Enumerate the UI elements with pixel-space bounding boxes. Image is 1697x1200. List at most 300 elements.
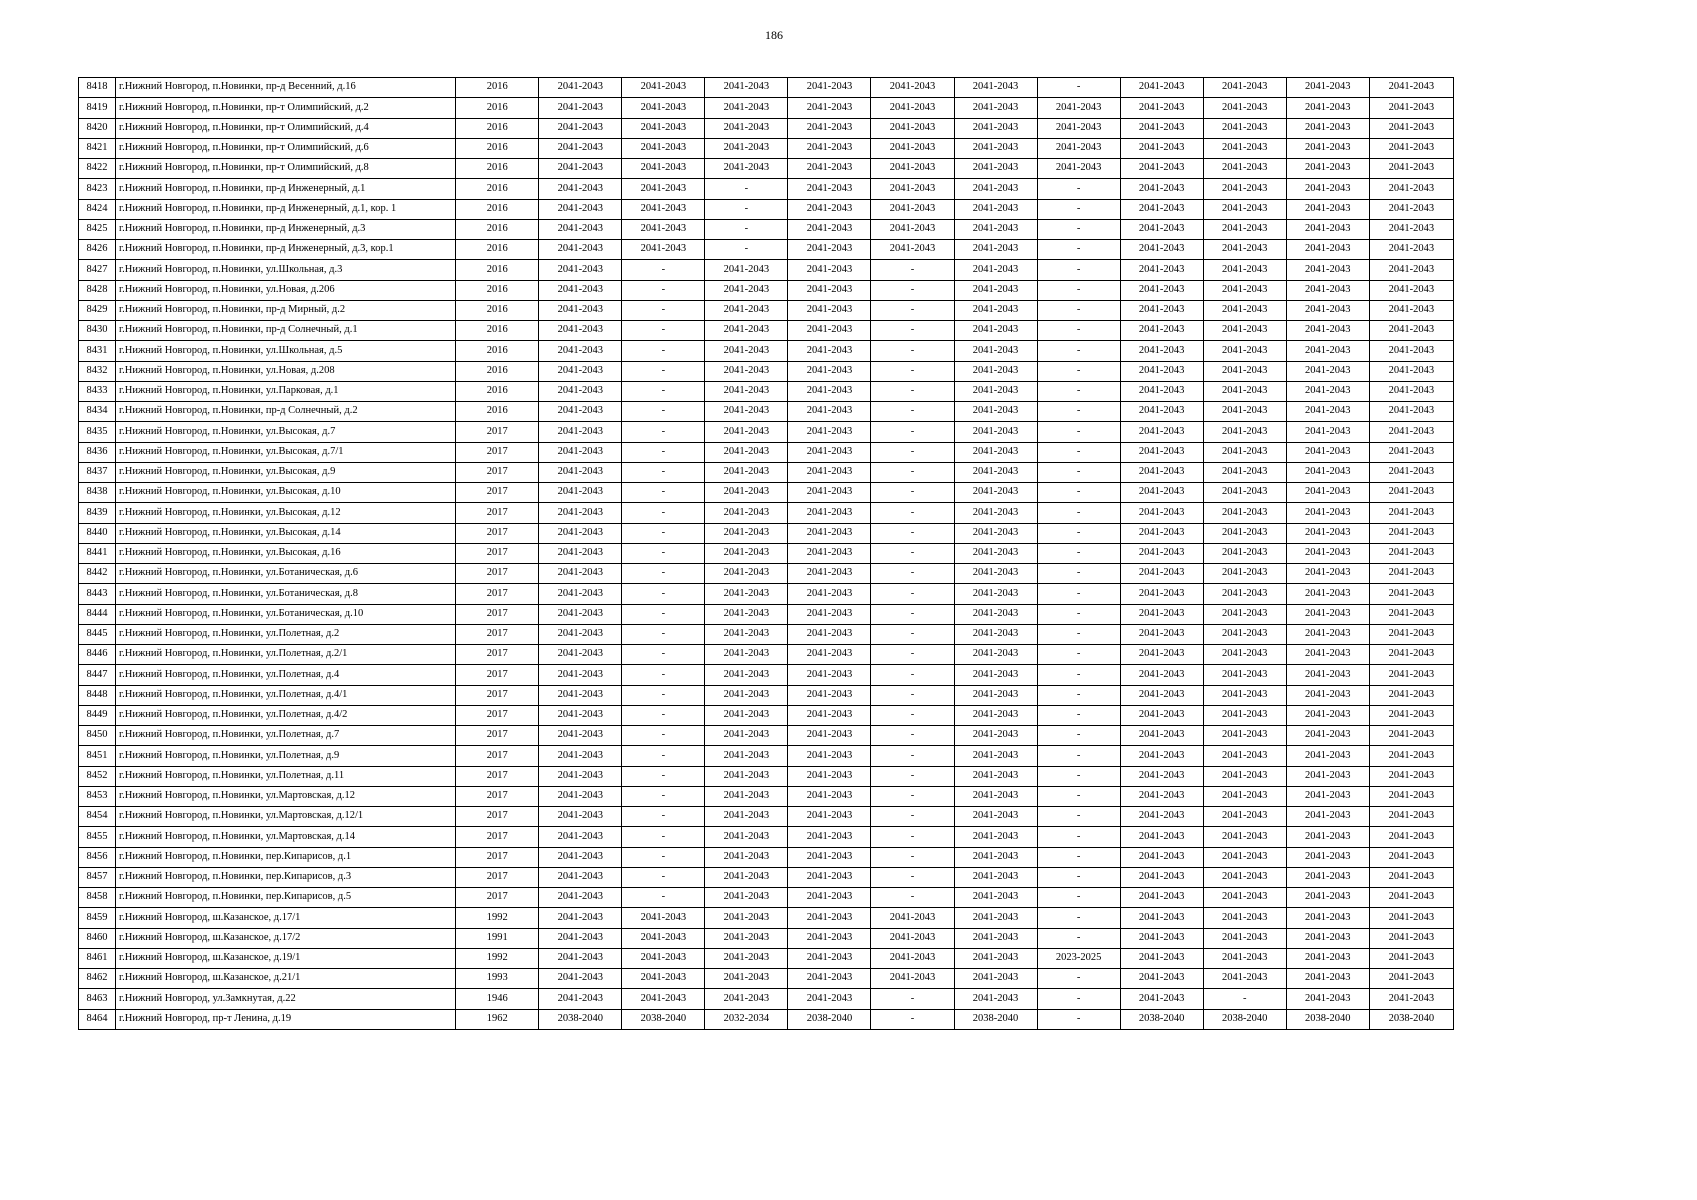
period-cell: 2041-2043 (539, 827, 622, 847)
period-cell: 2041-2043 (954, 138, 1037, 158)
period-cell: 2041-2043 (1369, 888, 1453, 908)
table-row (79, 969, 1454, 989)
period-cell: 2041-2043 (954, 888, 1037, 908)
row-number-cell: 8448 (79, 685, 116, 705)
period-cell: 2041-2043 (788, 300, 871, 320)
period-cell: 2041-2043 (705, 260, 788, 280)
row-number-cell: 8451 (79, 746, 116, 766)
period-cell: 2041-2043 (788, 604, 871, 624)
period-cell: 2041-2043 (1369, 645, 1453, 665)
period-cell: 2041-2043 (539, 240, 622, 260)
period-cell: - (1037, 523, 1120, 543)
period-cell: 2041-2043 (954, 361, 1037, 381)
address-cell: г.Нижний Новгород, п.Новинки, пр-т Олимпийский, д.6 (116, 138, 456, 158)
table-row (79, 665, 1454, 685)
period-cell: 2041-2043 (539, 118, 622, 138)
period-cell: 2041-2043 (1203, 341, 1286, 361)
year-cell: 2017 (456, 503, 539, 523)
period-cell: 2041-2043 (1203, 179, 1286, 199)
period-cell: 2041-2043 (788, 847, 871, 867)
period-cell: 2041-2043 (788, 827, 871, 847)
table-row (79, 1009, 1454, 1029)
period-cell: 2041-2043 (788, 786, 871, 806)
row-number-cell: 8421 (79, 138, 116, 158)
period-cell: 2041-2043 (705, 543, 788, 563)
row-number-cell: 8422 (79, 159, 116, 179)
row-number-cell: 8437 (79, 462, 116, 482)
row-number-cell: 8431 (79, 341, 116, 361)
year-cell: 2016 (456, 78, 539, 98)
period-cell: 2041-2043 (1120, 564, 1203, 584)
table-row (79, 604, 1454, 624)
period-cell: 2041-2043 (788, 179, 871, 199)
period-cell: 2041-2043 (871, 908, 954, 928)
period-cell: 2041-2043 (539, 847, 622, 867)
address-cell: г.Нижний Новгород, ш.Казанское, д.21/1 (116, 969, 456, 989)
period-cell: 2041-2043 (705, 402, 788, 422)
period-cell: 2038-2040 (1120, 1009, 1203, 1029)
year-cell: 2016 (456, 118, 539, 138)
period-cell: 2041-2043 (1203, 442, 1286, 462)
period-cell: 2041-2043 (1369, 604, 1453, 624)
period-cell: - (1037, 422, 1120, 442)
year-cell: 2017 (456, 564, 539, 584)
address-cell: г.Нижний Новгород, п.Новинки, ул.Полетная, д.7 (116, 726, 456, 746)
period-cell: 2041-2043 (1369, 726, 1453, 746)
period-cell: 2041-2043 (954, 179, 1037, 199)
row-number-cell: 8459 (79, 908, 116, 928)
table-row (79, 341, 1454, 361)
period-cell: 2041-2043 (622, 98, 705, 118)
period-cell: 2041-2043 (954, 705, 1037, 725)
period-cell: 2041-2043 (1120, 98, 1203, 118)
period-cell: - (622, 462, 705, 482)
period-cell: - (1037, 179, 1120, 199)
period-cell: 2041-2043 (1203, 462, 1286, 482)
period-cell: 2041-2043 (1120, 321, 1203, 341)
address-cell: г.Нижний Новгород, п.Новинки, пр-т Олимпийский, д.8 (116, 159, 456, 179)
period-cell: 2041-2043 (788, 523, 871, 543)
period-cell: 2041-2043 (539, 179, 622, 199)
period-cell: 2041-2043 (788, 341, 871, 361)
period-cell: 2041-2043 (788, 746, 871, 766)
period-cell: 2041-2043 (788, 564, 871, 584)
period-cell: 2041-2043 (954, 260, 1037, 280)
period-cell: - (622, 746, 705, 766)
period-cell: - (871, 766, 954, 786)
period-cell: - (871, 564, 954, 584)
period-cell: - (622, 705, 705, 725)
row-number-cell: 8420 (79, 118, 116, 138)
period-cell: 2041-2043 (954, 908, 1037, 928)
period-cell: 2041-2043 (788, 240, 871, 260)
period-cell: 2041-2043 (954, 300, 1037, 320)
period-cell: 2041-2043 (1369, 685, 1453, 705)
period-cell: 2041-2043 (1286, 685, 1369, 705)
period-cell: 2041-2043 (1120, 928, 1203, 948)
period-cell: 2041-2043 (1120, 604, 1203, 624)
period-cell: 2041-2043 (1203, 867, 1286, 887)
row-number-cell: 8439 (79, 503, 116, 523)
period-cell: 2041-2043 (539, 746, 622, 766)
row-number-cell: 8445 (79, 624, 116, 644)
period-cell: 2041-2043 (954, 766, 1037, 786)
period-cell: 2041-2043 (1286, 746, 1369, 766)
period-cell: - (1037, 381, 1120, 401)
period-cell: 2041-2043 (1286, 321, 1369, 341)
period-cell: - (622, 422, 705, 442)
period-cell: 2041-2043 (788, 665, 871, 685)
period-cell: 2041-2043 (954, 564, 1037, 584)
period-cell: 2041-2043 (705, 98, 788, 118)
period-cell: 2041-2043 (705, 705, 788, 725)
period-cell: 2041-2043 (1369, 381, 1453, 401)
address-cell: г.Нижний Новгород, п.Новинки, ул.Высокая, д.10 (116, 483, 456, 503)
period-cell: 2041-2043 (705, 928, 788, 948)
period-cell: 2041-2043 (1203, 827, 1286, 847)
period-cell: - (871, 867, 954, 887)
period-cell: 2041-2043 (1203, 543, 1286, 563)
period-cell: 2041-2043 (954, 786, 1037, 806)
address-cell: г.Нижний Новгород, п.Новинки, ул.Полетная, д.2/1 (116, 645, 456, 665)
period-cell: - (1037, 199, 1120, 219)
period-cell: 2041-2043 (1120, 381, 1203, 401)
period-cell: - (1037, 746, 1120, 766)
period-cell: 2041-2043 (1369, 989, 1453, 1009)
period-cell: 2041-2043 (1120, 361, 1203, 381)
period-cell: 2041-2043 (1286, 624, 1369, 644)
period-cell: 2041-2043 (1286, 827, 1369, 847)
period-cell: 2041-2043 (1120, 260, 1203, 280)
period-cell: 2041-2043 (788, 118, 871, 138)
period-cell: 2041-2043 (1203, 483, 1286, 503)
period-cell: - (871, 726, 954, 746)
year-cell: 2017 (456, 422, 539, 442)
period-cell: 2041-2043 (1369, 462, 1453, 482)
period-cell: - (1037, 260, 1120, 280)
address-cell: г.Нижний Новгород, п.Новинки, ул.Полетная, д.4 (116, 665, 456, 685)
period-cell: - (871, 705, 954, 725)
period-cell: 2041-2043 (954, 483, 1037, 503)
address-cell: г.Нижний Новгород, п.Новинки, ул.Ботаническая, д.10 (116, 604, 456, 624)
period-cell: 2041-2043 (622, 159, 705, 179)
period-cell: 2041-2043 (705, 78, 788, 98)
period-cell: 2041-2043 (622, 240, 705, 260)
period-cell: - (871, 503, 954, 523)
period-cell: 2041-2043 (1120, 503, 1203, 523)
period-cell: 2041-2043 (622, 199, 705, 219)
period-cell: - (622, 685, 705, 705)
period-cell: - (871, 422, 954, 442)
year-cell: 2016 (456, 321, 539, 341)
period-cell: 2041-2043 (1286, 159, 1369, 179)
period-cell: 2041-2043 (954, 78, 1037, 98)
period-cell: 2041-2043 (622, 179, 705, 199)
period-cell: 2041-2043 (788, 483, 871, 503)
period-cell: 2041-2043 (954, 341, 1037, 361)
period-cell: 2041-2043 (788, 645, 871, 665)
period-cell: - (622, 726, 705, 746)
period-cell: 2041-2043 (1037, 98, 1120, 118)
period-cell: 2041-2043 (954, 847, 1037, 867)
year-cell: 2017 (456, 705, 539, 725)
period-cell: - (871, 280, 954, 300)
period-cell: - (1037, 402, 1120, 422)
period-cell: 2041-2043 (1369, 543, 1453, 563)
year-cell: 2017 (456, 543, 539, 563)
period-cell: 2041-2043 (1286, 422, 1369, 442)
period-cell: - (622, 280, 705, 300)
period-cell: 2041-2043 (871, 219, 954, 239)
period-cell: 2041-2043 (1203, 807, 1286, 827)
period-cell: 2041-2043 (1286, 705, 1369, 725)
year-cell: 2017 (456, 888, 539, 908)
period-cell: 2041-2043 (1120, 665, 1203, 685)
period-cell: 2041-2043 (539, 908, 622, 928)
period-cell: - (622, 584, 705, 604)
year-cell: 2016 (456, 138, 539, 158)
period-cell: 2041-2043 (1369, 766, 1453, 786)
address-cell: г.Нижний Новгород, п.Новинки, пр-т Олимпийский, д.2 (116, 98, 456, 118)
period-cell: 2041-2043 (705, 888, 788, 908)
table-row (79, 685, 1454, 705)
period-cell: 2041-2043 (954, 665, 1037, 685)
period-cell: 2041-2043 (1369, 847, 1453, 867)
period-cell: 2041-2043 (1203, 685, 1286, 705)
table-row (79, 726, 1454, 746)
address-cell: г.Нижний Новгород, п.Новинки, ул.Высокая, д.7/1 (116, 442, 456, 462)
period-cell: 2041-2043 (954, 402, 1037, 422)
period-cell: 2041-2043 (871, 199, 954, 219)
year-cell: 2016 (456, 98, 539, 118)
period-cell: 2041-2043 (539, 685, 622, 705)
address-cell: г.Нижний Новгород, п.Новинки, пер.Кипарисов, д.5 (116, 888, 456, 908)
period-cell: 2041-2043 (1369, 179, 1453, 199)
period-cell: 2041-2043 (954, 280, 1037, 300)
period-cell: - (622, 321, 705, 341)
period-cell: 2041-2043 (788, 726, 871, 746)
period-cell: 2041-2043 (539, 442, 622, 462)
period-cell: 2041-2043 (1369, 584, 1453, 604)
period-cell: 2038-2040 (954, 1009, 1037, 1029)
period-cell: - (622, 624, 705, 644)
table-row (79, 705, 1454, 725)
period-cell: 2041-2043 (1120, 766, 1203, 786)
period-cell: 2041-2043 (1369, 483, 1453, 503)
period-cell: - (622, 341, 705, 361)
period-cell: 2041-2043 (1203, 969, 1286, 989)
period-cell: 2041-2043 (871, 240, 954, 260)
period-cell: 2041-2043 (705, 685, 788, 705)
period-cell: 2041-2043 (954, 746, 1037, 766)
period-cell: 2041-2043 (539, 766, 622, 786)
table-row (79, 543, 1454, 563)
period-cell: - (622, 402, 705, 422)
period-cell: 2041-2043 (539, 483, 622, 503)
period-cell: 2041-2043 (954, 584, 1037, 604)
row-number-cell: 8434 (79, 402, 116, 422)
period-cell: 2041-2043 (954, 98, 1037, 118)
period-cell: 2041-2043 (954, 159, 1037, 179)
period-cell: - (1037, 564, 1120, 584)
period-cell: 2041-2043 (705, 462, 788, 482)
row-number-cell: 8432 (79, 361, 116, 381)
address-cell: г.Нижний Новгород, п.Новинки, пр-т Олимпийский, д.4 (116, 118, 456, 138)
period-cell: 2041-2043 (788, 402, 871, 422)
row-number-cell: 8456 (79, 847, 116, 867)
address-cell: г.Нижний Новгород, п.Новинки, ул.Ботаническая, д.6 (116, 564, 456, 584)
period-cell: 2041-2043 (622, 969, 705, 989)
period-cell: 2041-2043 (1369, 807, 1453, 827)
period-cell: - (622, 766, 705, 786)
period-cell: 2041-2043 (622, 989, 705, 1009)
period-cell: 2041-2043 (705, 280, 788, 300)
year-cell: 2016 (456, 260, 539, 280)
period-cell: 2041-2043 (705, 442, 788, 462)
period-cell: 2041-2043 (1286, 908, 1369, 928)
period-cell: 2041-2043 (788, 503, 871, 523)
period-cell: 2041-2043 (705, 847, 788, 867)
period-cell: 2041-2043 (1037, 159, 1120, 179)
period-cell: 2041-2043 (705, 624, 788, 644)
period-cell: 2041-2043 (539, 665, 622, 685)
period-cell: 2041-2043 (622, 118, 705, 138)
period-cell: 2041-2043 (1120, 726, 1203, 746)
period-cell: 2041-2043 (539, 300, 622, 320)
table-row (79, 78, 1454, 98)
period-cell: 2041-2043 (1286, 523, 1369, 543)
period-cell: - (1037, 361, 1120, 381)
period-cell: 2041-2043 (539, 786, 622, 806)
period-cell: - (1037, 280, 1120, 300)
period-cell: 2041-2043 (1120, 888, 1203, 908)
year-cell: 2016 (456, 341, 539, 361)
table-row (79, 827, 1454, 847)
period-cell: 2041-2043 (1286, 807, 1369, 827)
period-cell: 2041-2043 (539, 381, 622, 401)
period-cell: - (622, 786, 705, 806)
period-cell: 2041-2043 (705, 584, 788, 604)
period-cell: 2041-2043 (539, 726, 622, 746)
period-cell: - (1037, 665, 1120, 685)
period-cell: 2041-2043 (1369, 78, 1453, 98)
period-cell: - (871, 807, 954, 827)
period-cell: 2041-2043 (539, 543, 622, 563)
table-body (79, 78, 1454, 1030)
period-cell: 2041-2043 (954, 462, 1037, 482)
period-cell: 2041-2043 (1120, 422, 1203, 442)
row-number-cell: 8435 (79, 422, 116, 442)
period-cell: 2041-2043 (1369, 624, 1453, 644)
row-number-cell: 8438 (79, 483, 116, 503)
row-number-cell: 8440 (79, 523, 116, 543)
period-cell: - (1037, 989, 1120, 1009)
table-row (79, 118, 1454, 138)
year-cell: 2017 (456, 807, 539, 827)
period-cell: - (622, 867, 705, 887)
period-cell: 2041-2043 (1369, 300, 1453, 320)
address-cell: г.Нижний Новгород, п.Новинки, пер.Кипарисов, д.1 (116, 847, 456, 867)
row-number-cell: 8460 (79, 928, 116, 948)
address-cell: г.Нижний Новгород, п.Новинки, пер.Кипарисов, д.3 (116, 867, 456, 887)
period-cell: 2041-2043 (788, 422, 871, 442)
period-cell: 2041-2043 (1286, 867, 1369, 887)
address-cell: г.Нижний Новгород, п.Новинки, ул.Высокая, д.16 (116, 543, 456, 563)
year-cell: 2017 (456, 604, 539, 624)
period-cell: 2041-2043 (1120, 624, 1203, 644)
period-cell: 2041-2043 (954, 624, 1037, 644)
period-cell: 2041-2043 (1203, 665, 1286, 685)
period-cell: 2041-2043 (788, 361, 871, 381)
year-cell: 2017 (456, 746, 539, 766)
year-cell: 2017 (456, 726, 539, 746)
period-cell: - (871, 483, 954, 503)
address-cell: г.Нижний Новгород, п.Новинки, ул.Школьная, д.3 (116, 260, 456, 280)
period-cell: - (871, 746, 954, 766)
period-cell: 2041-2043 (1203, 280, 1286, 300)
address-cell: г.Нижний Новгород, п.Новинки, ул.Полетная, д.4/1 (116, 685, 456, 705)
period-cell: 2041-2043 (1120, 442, 1203, 462)
period-cell: 2041-2043 (539, 584, 622, 604)
period-cell: - (871, 888, 954, 908)
period-cell: 2038-2040 (1286, 1009, 1369, 1029)
address-cell: г.Нижний Новгород, п.Новинки, ул.Полетная, д.2 (116, 624, 456, 644)
row-number-cell: 8427 (79, 260, 116, 280)
period-cell: 2041-2043 (871, 969, 954, 989)
period-cell: 2041-2043 (705, 746, 788, 766)
period-cell: 2041-2043 (539, 645, 622, 665)
period-cell: 2041-2043 (705, 523, 788, 543)
period-cell: 2041-2043 (1286, 98, 1369, 118)
table-row (79, 989, 1454, 1009)
period-cell: 2041-2043 (788, 442, 871, 462)
period-cell: 2041-2043 (788, 584, 871, 604)
period-cell: 2041-2043 (705, 361, 788, 381)
period-cell: - (1037, 969, 1120, 989)
period-cell: 2041-2043 (788, 948, 871, 968)
period-cell: 2041-2043 (871, 78, 954, 98)
period-cell: 2041-2043 (788, 78, 871, 98)
period-cell: - (1037, 867, 1120, 887)
period-cell: - (622, 381, 705, 401)
year-cell: 2017 (456, 523, 539, 543)
period-cell: - (1037, 300, 1120, 320)
table-row (79, 624, 1454, 644)
period-cell: 2041-2043 (1369, 199, 1453, 219)
row-number-cell: 8419 (79, 98, 116, 118)
period-cell: 2032-2034 (705, 1009, 788, 1029)
period-cell: 2041-2043 (1037, 118, 1120, 138)
period-cell: - (871, 685, 954, 705)
year-cell: 1993 (456, 969, 539, 989)
period-cell: 2041-2043 (788, 321, 871, 341)
period-cell: - (871, 260, 954, 280)
period-cell: 2041-2043 (788, 908, 871, 928)
period-cell: - (871, 442, 954, 462)
period-cell: - (1037, 78, 1120, 98)
period-cell: 2041-2043 (622, 219, 705, 239)
period-cell: 2041-2043 (788, 705, 871, 725)
year-cell: 2016 (456, 402, 539, 422)
period-cell: 2041-2043 (1286, 118, 1369, 138)
page-number: 186 (765, 28, 783, 42)
row-number-cell: 8462 (79, 969, 116, 989)
period-cell: 2041-2043 (539, 138, 622, 158)
period-cell: 2041-2043 (1203, 503, 1286, 523)
period-cell: 2041-2043 (1369, 969, 1453, 989)
year-cell: 1962 (456, 1009, 539, 1029)
period-cell: 2041-2043 (705, 867, 788, 887)
